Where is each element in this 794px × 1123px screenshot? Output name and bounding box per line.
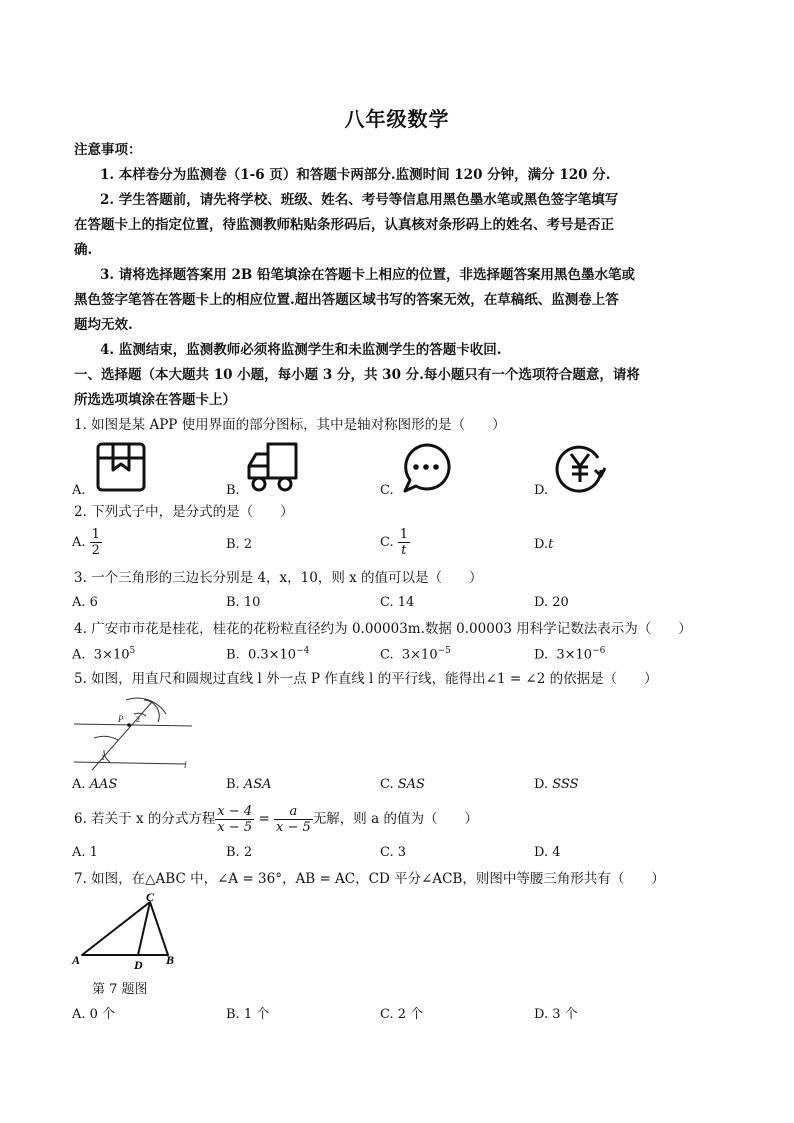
q7-label-c: C	[146, 892, 155, 904]
q7-label-b: B	[166, 953, 175, 967]
q5-stem: 5. 如图，用直尺和圆规过直线 l 外一点 P 作直线 l 的平行线，能得出∠1 = ∠2 的依据是（ ）	[74, 671, 658, 687]
q6-option-d: D. 4	[534, 845, 561, 860]
q7-stem: 7. 如图，在△ABC 中，∠A = 36°，AB = AC，CD 平分∠ACB，则图中等腰三角形共有（ ）	[74, 871, 665, 887]
q6-stem: 6. 若关于 x 的分式方程 $\frac{x - 4}{x - 5}$ = $\frac{a}{x - 5}$ 无解，则 a 的值为（ ）	[74, 804, 478, 835]
section-heading: 一、选择题（本大题共 10 小题，每小题 3 分，共 30 分.每小题只有一个选项符合题意，请将	[74, 367, 640, 383]
q2-option-c: C. $\frac{1}{t}$	[380, 527, 409, 558]
notice-heading: 注意事项：	[74, 142, 142, 158]
q6-option-c: C. 3	[380, 845, 407, 860]
chat-bubble-icon	[400, 441, 452, 495]
q7-option-c: C. 2 个	[380, 1007, 424, 1022]
notice-item-3-end: 题均无效.	[74, 317, 133, 333]
q6-option-b: B. 2	[226, 845, 253, 860]
q5-option-b: B. ASA	[226, 777, 272, 792]
q1-option-d: D.	[534, 483, 549, 498]
q4-option-b: B. $0.3\times 10^{-4}$	[226, 646, 310, 663]
q3-option-b: B. 10	[226, 595, 261, 610]
q1-option-c: C.	[380, 483, 394, 498]
q6-option-a: A. 1	[72, 845, 98, 860]
q5-label-l: l	[184, 760, 187, 770]
q7-option-a: A. 0 个	[72, 1007, 116, 1022]
notice-item-2-end: 确.	[74, 242, 93, 258]
q3-stem: 3. 一个三角形的三边长分别是 4，x，10，则 x 的值可以是（ ）	[74, 570, 483, 586]
q2-stem: 2. 下列式子中，是分式的是（ ）	[74, 504, 294, 520]
q5-figure	[74, 694, 198, 778]
q3-option-a: A. 6	[72, 595, 98, 610]
bookmark-box-icon	[96, 442, 146, 492]
q3-option-d: D. 20	[534, 595, 569, 610]
notice-item-2: 2. 学生答题前，请先将学校、班级、姓名、考号等信息用黑色墨水笔或黑色签字笔填写	[100, 192, 619, 208]
q5-label-1: 1	[101, 753, 105, 762]
notice-item-1: 1. 本样卷分为监测卷（1-6 页）和答题卡两部分.监测时间 120 分钟，满分 120 分.	[100, 167, 611, 183]
q7-label-a: A	[72, 953, 81, 967]
q7-option-b: B. 1 个	[226, 1007, 270, 1022]
q7-figure-caption: 第 7 题图	[92, 982, 148, 997]
notice-item-4: 4. 监测结束，监测教师必须将监测学生和未监测学生的答题卡收回.	[100, 342, 502, 358]
q5-label-2: 2	[136, 715, 140, 724]
q1-stem: 1. 如图是某 APP 使用界面的部分图标，其中是轴对称图形的是（ ）	[74, 417, 506, 433]
q5-option-c: C. SAS	[380, 777, 425, 792]
q5-option-d: D. SSS	[534, 777, 579, 792]
q2-option-b: B. 2	[226, 537, 253, 552]
yuan-refresh-icon	[553, 440, 607, 494]
q3-option-c: C. 14	[380, 595, 415, 610]
q1-option-a: A.	[72, 483, 86, 498]
q5-option-a: A. AAS	[72, 777, 118, 792]
q4-option-a: A. $3\times 10^5$	[72, 646, 136, 663]
q2-option-d: D.t	[534, 537, 554, 552]
q4-stem: 4. 广安市市花是桂花，桂花的花粉粒直径约为 0.00003m.数据 0.00003 用科学记数法表示为（ ）	[74, 621, 692, 637]
q7-option-d: D. 3 个	[534, 1007, 578, 1022]
page-title: 八年级数学	[344, 107, 450, 131]
q7-label-d: D	[134, 958, 143, 970]
truck-icon	[246, 440, 300, 494]
notice-item-2-cont: 在答题卡上的指定位置，待监测教师粘贴条形码后，认真核对条形码上的姓名、考号是否正	[74, 217, 614, 233]
q1-option-b: B.	[226, 483, 240, 498]
q7-figure	[70, 892, 182, 974]
q4-option-c: C. $3\times 10^{-5}$	[380, 646, 451, 663]
notice-item-3-cont: 黑色签字笔答在答题卡上的相应位置.超出答题区域书写的答案无效，在草稿纸、监测卷上答	[74, 292, 619, 308]
q4-option-d: D. $3\times 10^{-6}$	[534, 646, 606, 663]
q2-option-a: A. $\frac{1}{2}$	[72, 527, 100, 558]
q5-label-p: P	[118, 714, 124, 724]
notice-item-3: 3. 请将选择题答案用 2B 铅笔填涂在答题卡上相应的位置，非选择题答案用黑色墨水笔或	[100, 267, 635, 283]
section-heading-cont: 所选选项填涂在答题卡上）	[74, 392, 236, 408]
